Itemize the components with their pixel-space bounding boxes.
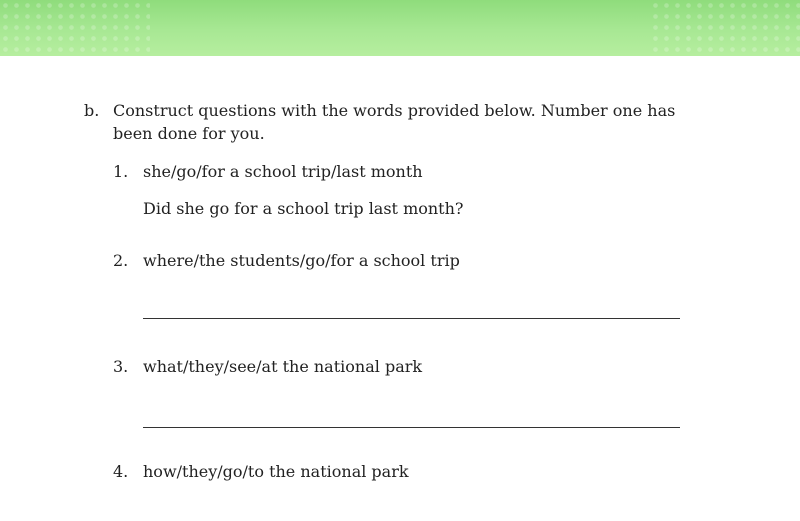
question-item-3: [113, 357, 422, 377]
instruction-text: Construct questions with the words provided below. Number one has been done for you.: [113, 101, 676, 143]
answer-line-2[interactable]: [143, 318, 680, 319]
question-item-2: [113, 251, 460, 271]
question-prompt: how/they/go/to the national park: [143, 462, 409, 481]
banner-dot-pattern-left: [0, 0, 150, 56]
question-prompt: she/go/for a school trip/last month: [143, 162, 423, 181]
question-prompt: where/the students/go/for a school trip: [143, 251, 460, 270]
banner-dot-pattern-right: [650, 0, 800, 56]
question-prompt: what/they/see/at the national park: [143, 357, 423, 376]
question-item-1: [113, 162, 423, 182]
question-number: 3.: [113, 357, 129, 376]
header-banner: [0, 0, 800, 56]
exercise-letter: b.: [84, 101, 100, 120]
question-number: 2.: [113, 251, 129, 270]
sample-answer: Did she go for a school trip last month?: [143, 199, 464, 218]
question-item-4: [113, 462, 409, 482]
question-number: 1.: [113, 162, 129, 181]
answer-line-3[interactable]: [143, 427, 680, 428]
exercise-instruction: [84, 99, 684, 145]
question-number: 4.: [113, 462, 129, 481]
